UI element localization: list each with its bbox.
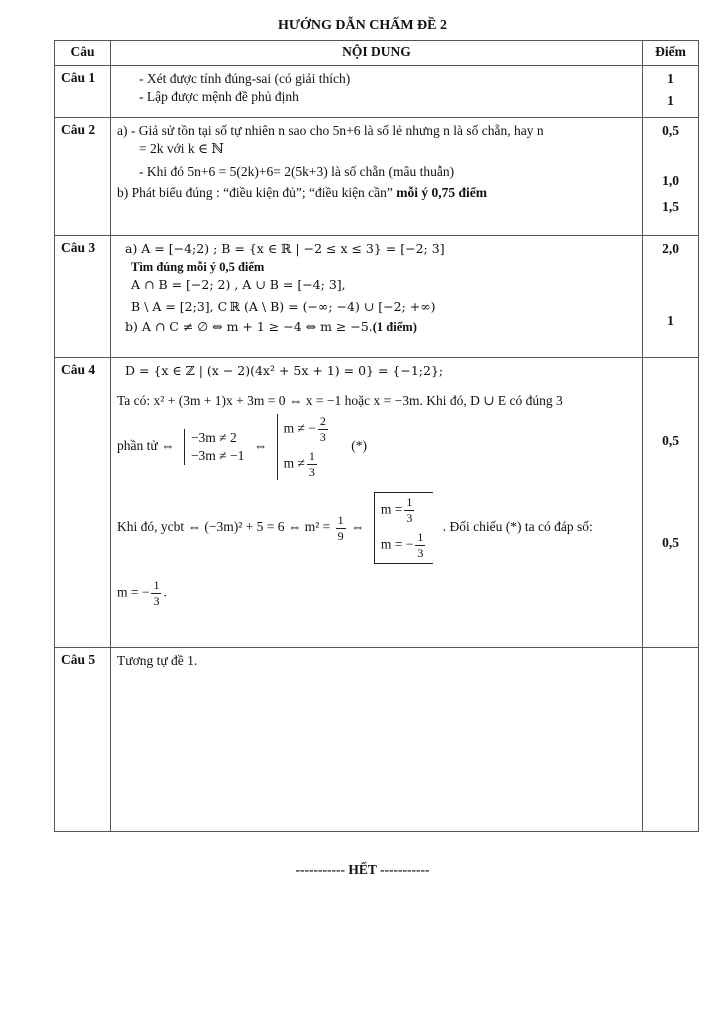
q5-text: Tương tự đề 1. [117, 653, 198, 668]
fraction-1-3d [151, 578, 161, 609]
q4-line-5-pre: m = − [117, 584, 150, 600]
header-noidung: NỘI DUNG [111, 41, 643, 66]
table-header-row [55, 41, 699, 66]
page-title: HƯỚNG DẪN CHẤM ĐỀ 2 [277, 18, 448, 33]
q4-system-2 [277, 414, 330, 480]
frac-num: 2 [319, 414, 326, 428]
q4-sys1-row-1: −3m ≠ 2 [190, 430, 237, 445]
q4-line-1: D = {x ∈ ℤ | (x − 2)(4x² + 5x + 1) = 0} = {−1;2}; [125, 363, 444, 378]
q4-br-row-2 [381, 530, 427, 561]
q2-points [643, 118, 699, 236]
q4-sys2-row-2 [284, 449, 330, 480]
q2-point-2: 1,0 [662, 173, 679, 188]
q3-line-2: Tìm đúng mỗi ý 0,5 điểm [131, 260, 265, 274]
q4-point-2: 0,5 [662, 535, 679, 550]
fraction-1-3 [307, 449, 317, 480]
q2-point-3: 1,5 [662, 199, 679, 214]
q4-br-row-1 [381, 495, 427, 526]
q1-point-1: 1 [667, 71, 674, 86]
frac-den: 3 [406, 511, 413, 525]
q3-line-4: B \ A = [2;3], C ℝ (A \ B) = (−∞; −4) ∪ [−2; +∞) [131, 299, 436, 314]
q4-line-4-post: . Đối chiếu (*) ta có đáp số: [442, 519, 593, 535]
q3-line-5-text: b) A ∩ C ≠ ∅ ⇔ m + 1 ≥ −4 ⇔ m ≥ −5. [125, 319, 373, 334]
q4-content [111, 358, 643, 648]
q4-points [643, 358, 699, 648]
q3-content [111, 236, 643, 358]
header-cau: Câu [55, 41, 111, 66]
q1-point-2: 1 [667, 93, 674, 108]
header-diem: Điểm [643, 41, 699, 66]
q2-point-1: 0,5 [662, 123, 679, 138]
frac-num: 1 [406, 495, 413, 509]
q4-arrow: ⇔ [253, 438, 268, 454]
q4-solution-block [117, 492, 636, 564]
q4-system-1 [184, 429, 244, 465]
table-row [55, 648, 699, 832]
q4-line-2: Ta có: x² + (3m + 1)x + 3m = 0 ⇔ x = −1 hoặc x = −3m. Khi đó, D ∪ E có đúng 3 [117, 393, 563, 408]
q3-points [643, 236, 699, 358]
q2-a-line-3: - Khi đó 5n+6 = 5(2k)+6= 2(5k+3) là số chẵn (mâu thuẫn) [139, 164, 455, 179]
q4-sys2-row-2-text: m ≠ [283, 455, 305, 471]
frac-den: 3 [417, 546, 424, 560]
q4-sys2-row-1 [284, 414, 330, 445]
q4-star: (*) [351, 438, 367, 454]
table-row [55, 358, 699, 648]
q4-point-1: 0,5 [662, 433, 679, 448]
q3-line-1: a) A = [−4;2) ; B = {x ∈ ℝ | −2 ≤ x ≤ 3} = [−2; 3] [125, 241, 445, 256]
q2-content [111, 118, 643, 236]
frac-num: 1 [153, 578, 160, 592]
frac-num: 1 [308, 449, 315, 463]
q2-b-line [117, 184, 636, 202]
q1-line-2: - Lập được mệnh đề phủ định [139, 89, 299, 104]
q1-points [643, 66, 699, 118]
frac-den: 3 [308, 465, 315, 479]
q2-a-line-2: = 2k với k ∈ ℕ [139, 141, 224, 156]
q4-answer [117, 578, 636, 609]
q4-line-5-post: . [163, 584, 167, 600]
q2-b-text: b) Phát biểu đúng : “điều kiện đủ”; “điều kiện cần” [117, 185, 397, 200]
q5-points [643, 648, 699, 832]
fraction-1-9 [336, 513, 346, 544]
q3-label: Câu 3 [55, 236, 111, 358]
frac-den: 3 [153, 594, 160, 608]
q3-point-1: 2,0 [662, 241, 679, 256]
q5-content [111, 648, 643, 832]
frac-num: 1 [337, 512, 344, 527]
frac-den: 3 [319, 430, 326, 444]
q2-b-bold: mỗi ý 0,75 điểm [396, 185, 488, 200]
q2-a-line-1: a) - Giả sử tồn tại số tự nhiên n sao cho 5n+6 là số lẻ nhưng n là số chẵn, hay n [117, 123, 544, 138]
q3-point-2: 1 [667, 313, 674, 328]
q1-label: Câu 1 [55, 66, 111, 118]
table-row [55, 66, 699, 118]
q4-bracket [374, 492, 433, 564]
footer-end: ----------- HẾT ----------- [295, 862, 430, 877]
q1-content [111, 66, 643, 118]
fraction-2-3 [318, 414, 328, 445]
grading-table [54, 40, 699, 832]
q4-arrow-2: ⇔ [351, 519, 365, 535]
q3-line-5 [117, 318, 636, 336]
q4-label: Câu 4 [55, 358, 111, 648]
q1-line-1: - Xét được tính đúng-sai (có giải thích) [139, 71, 351, 86]
fraction-1-3b [404, 495, 414, 526]
q4-line-3-pre: phần tử ⇔ [117, 438, 175, 454]
q3-line-5-bold: (1 điểm) [372, 320, 417, 334]
q4-sys2-row-1-text: m ≠ − [283, 420, 316, 436]
fraction-1-3c [415, 530, 425, 561]
table-row [55, 118, 699, 236]
q4-sys1-row-2: −3m ≠ −1 [190, 448, 245, 463]
frac-num: 1 [417, 530, 424, 544]
table-row [55, 236, 699, 358]
q2-label: Câu 2 [55, 118, 111, 236]
q4-br-row-1-text: m = [380, 501, 403, 517]
q4-line-4-pre: Khi đó, ycbt ⇔ (−3m)² + 5 = 6 ⇔ m² = [117, 519, 331, 535]
q4-condition-block [117, 414, 636, 480]
q3-line-3: A ∩ B = [−2; 2) , A ∪ B = [−4; 3], [131, 277, 346, 292]
frac-den: 9 [337, 528, 344, 543]
q4-br-row-2-text: m = − [380, 536, 414, 552]
q5-label: Câu 5 [55, 648, 111, 832]
